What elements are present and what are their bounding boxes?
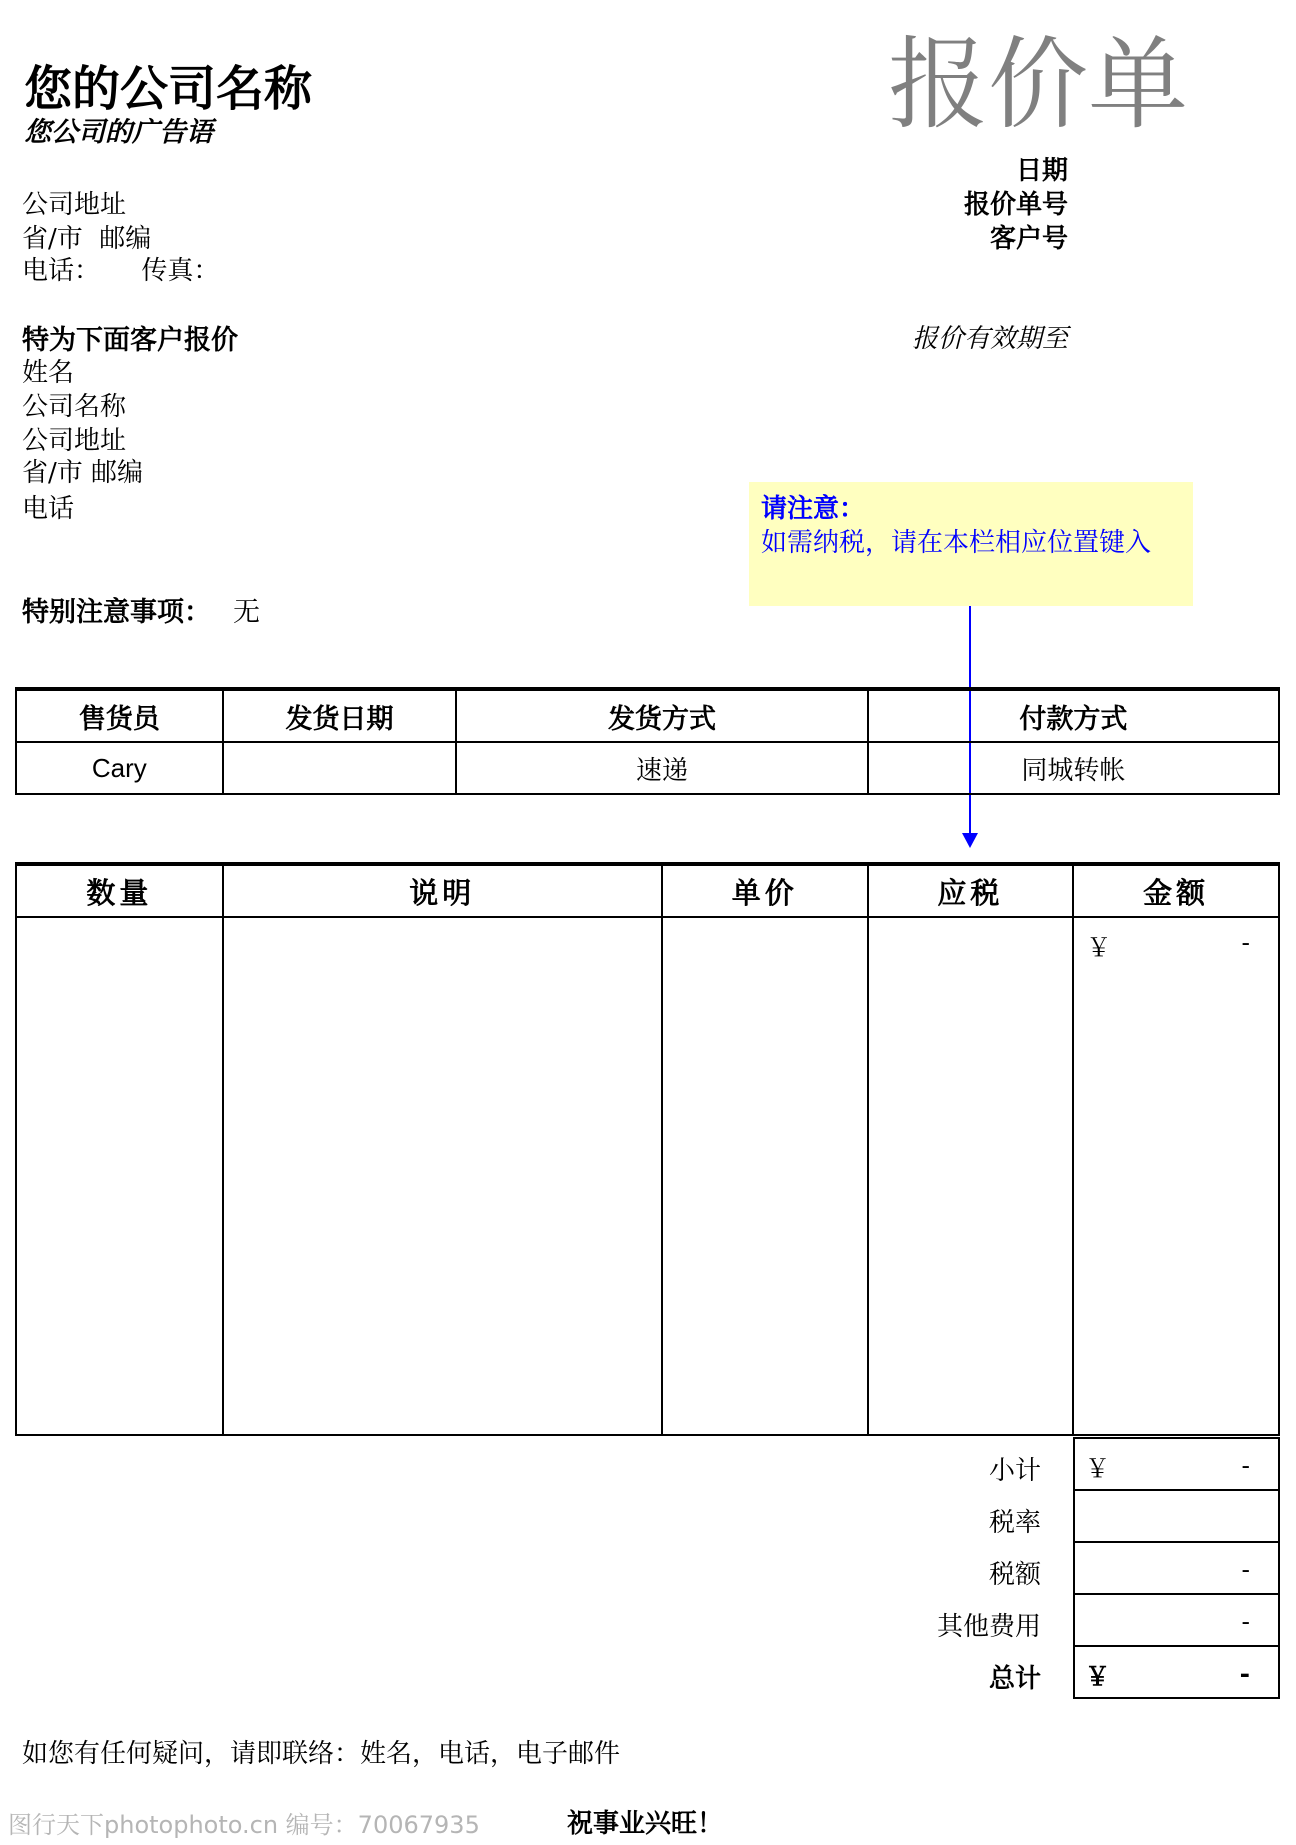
quantity-header: 数量 [16, 864, 223, 917]
total-currency: ￥ [1085, 1662, 1111, 1691]
salesperson-cell[interactable]: Cary [16, 742, 223, 794]
taxable-header: 应税 [868, 864, 1074, 917]
company-tagline: 您公司的广告语 [24, 117, 213, 148]
special-notes-value: 无 [233, 597, 260, 628]
tax-amount-label: 税额 [988, 1560, 1041, 1590]
date-label: 日期 [1015, 156, 1068, 186]
customer-company: 公司名称 [22, 392, 127, 422]
subtotal-cell[interactable] [1074, 1438, 1279, 1490]
ship-date-cell[interactable] [223, 742, 457, 794]
ship-method-cell[interactable]: 速递 [456, 742, 867, 794]
subtotal-row [1074, 1438, 1279, 1490]
shipping-header-row [16, 689, 1279, 742]
arrow-down-icon [962, 833, 978, 848]
watermark: 图行天下photophoto.cn 编号：70067935 [8, 1811, 480, 1839]
company-city-zip: 省/市 邮编 [22, 224, 152, 254]
ship-method-header: 发货方式 [456, 689, 867, 742]
tax-rate-row [1074, 1490, 1279, 1542]
subtotal-value: - [1241, 1451, 1250, 1480]
tax-note-callout [749, 482, 1193, 606]
other-fees-label: 其他费用 [936, 1612, 1041, 1642]
items-body-row [16, 917, 1279, 1435]
payment-method-header: 付款方式 [868, 689, 1279, 742]
taxable-column[interactable] [868, 917, 1074, 1435]
salesperson-header: 售货员 [16, 689, 223, 742]
total-cell[interactable] [1074, 1646, 1279, 1698]
unit-price-column[interactable] [662, 917, 868, 1435]
tax-amount-value: - [1241, 1555, 1250, 1584]
customer-address: 公司地址 [22, 426, 127, 456]
total-label: 总计 [988, 1664, 1041, 1694]
customer-section-title: 特为下面客户报价 [22, 325, 238, 356]
tax-rate-cell[interactable] [1074, 1490, 1279, 1542]
document-title: 报价单 [888, 26, 1188, 143]
amount-currency: ￥ [1086, 933, 1112, 962]
shipping-value-row [16, 742, 1279, 794]
shipping-table [15, 687, 1280, 795]
total-value: - [1239, 1659, 1250, 1688]
items-table [15, 862, 1280, 1436]
amount-header: 金额 [1073, 864, 1279, 917]
subtotal-currency: ￥ [1085, 1454, 1111, 1483]
other-fees-value: - [1241, 1607, 1250, 1636]
other-fees-cell[interactable] [1074, 1594, 1279, 1646]
payment-method-cell[interactable]: 同城转帐 [868, 742, 1279, 794]
totals-table [1073, 1437, 1280, 1699]
special-notes [22, 590, 260, 629]
other-fees-row [1074, 1594, 1279, 1646]
subtotal-label: 小计 [988, 1456, 1041, 1486]
total-row [1074, 1646, 1279, 1698]
tax-amount-row [1074, 1542, 1279, 1594]
unit-price-header: 单价 [662, 864, 868, 917]
description-column[interactable] [223, 917, 662, 1435]
customer-number-label: 客户号 [989, 224, 1068, 254]
note-body: 如需纳税，请在本栏相应位置键入 [761, 528, 1152, 558]
customer-name: 姓名 [22, 358, 75, 388]
company-phone-fax: 电话： 传真： [22, 256, 220, 286]
valid-until-label: 报价有效期至 [911, 324, 1068, 354]
customer-city-zip: 省/市 邮编 [22, 458, 144, 488]
note-title: 请注意： [761, 494, 866, 524]
quote-number-label: 报价单号 [963, 190, 1068, 220]
company-address: 公司地址 [22, 190, 127, 220]
tax-rate-label: 税率 [988, 1508, 1041, 1538]
customer-phone: 电话 [22, 494, 75, 524]
amount-value: - [1241, 928, 1250, 957]
contact-footer: 如您有任何疑问，请即联络：姓名，电话，电子邮件 [22, 1739, 621, 1769]
tax-amount-cell[interactable] [1074, 1542, 1279, 1594]
description-header: 说明 [223, 864, 662, 917]
special-notes-label: 特别注意事项： [22, 597, 211, 628]
company-name: 您的公司名称 [24, 61, 313, 117]
quantity-column[interactable] [16, 917, 223, 1435]
closing-wish: 祝事业兴旺！ [567, 1809, 724, 1839]
ship-date-header: 发货日期 [223, 689, 457, 742]
items-header-row [16, 864, 1279, 917]
amount-column[interactable] [1073, 917, 1279, 1435]
